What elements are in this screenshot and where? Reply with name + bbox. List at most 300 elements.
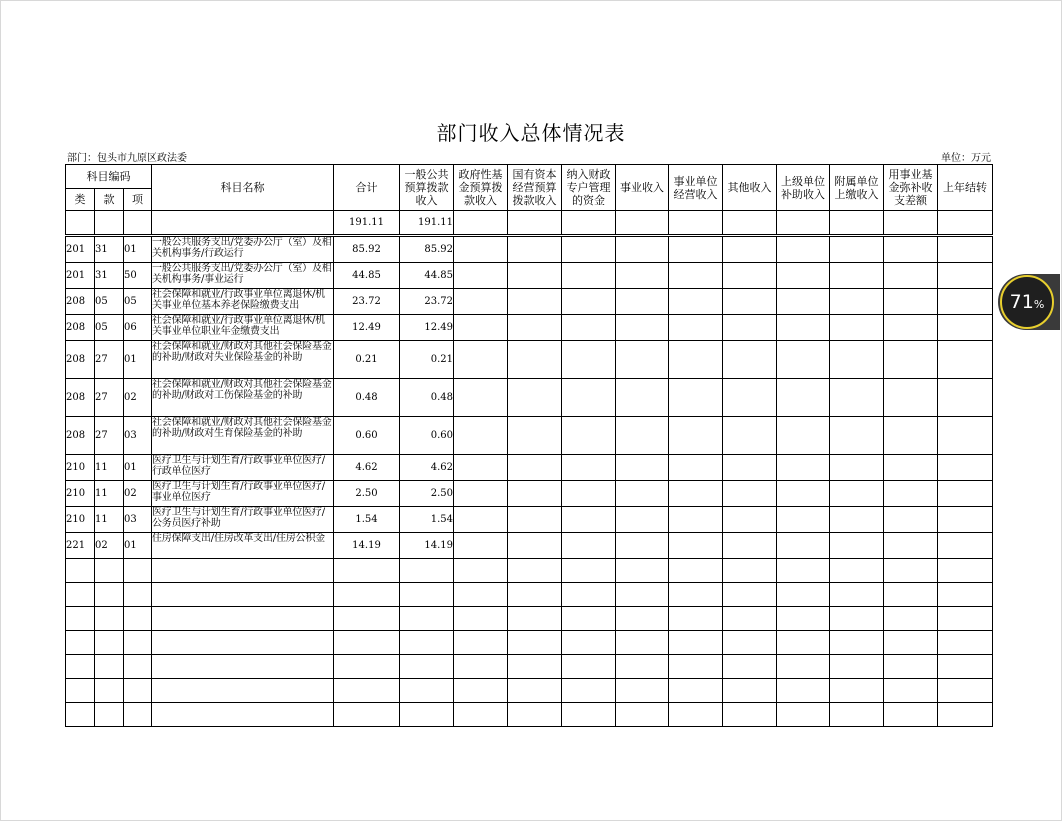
empty-cell [884,655,938,679]
empty-cell [95,559,124,583]
empty-cell [454,263,508,289]
empty-cell [124,583,152,607]
empty-cell [723,583,777,607]
empty-cell [616,655,669,679]
empty-cell [616,507,669,533]
empty-cell [669,289,723,315]
row-xiang: 02 [124,379,152,417]
empty-cell [669,583,723,607]
empty-cell [777,533,830,559]
empty-cell [830,289,884,315]
table-row [66,507,993,533]
header-last-year-carryover: 上年结转 [938,165,993,211]
empty-cell [938,655,993,679]
table-row [66,533,993,559]
row-total: 14.19 [334,533,400,559]
unit-label: 单位：万元 [941,153,991,164]
empty-cell [334,631,400,655]
empty-cell [884,679,938,703]
empty-cell [562,379,616,417]
table-row [66,315,993,341]
empty-cell [884,289,938,315]
empty-cell [723,237,777,263]
row-kuan: 05 [95,315,124,341]
empty-cell [938,481,993,507]
empty-cell [669,263,723,289]
empty-cell [508,481,562,507]
empty-cell [562,703,616,727]
empty-cell [884,455,938,481]
header-fund-balance: 用事业基金弥补收支差额 [884,165,938,211]
table-row [66,379,993,417]
row-general-budget: 0.21 [400,341,454,379]
row-subject-name: 社会保障和就业/财政对其他社会保险基金的补助/财政对失业保险基金的补助 [152,341,334,379]
total-row-general-budget: 191.11 [400,211,454,235]
empty-cell [938,379,993,417]
empty-cell [562,237,616,263]
empty-cell [777,263,830,289]
empty-cell [508,341,562,379]
row-kuan: 27 [95,417,124,455]
empty-cell [830,481,884,507]
empty-cell [938,533,993,559]
empty-cell [723,289,777,315]
table-row [66,237,993,263]
row-subject-name: 社会保障和就业/财政对其他社会保险基金的补助/财政对工伤保险基金的补助 [152,379,334,417]
empty-cell [616,315,669,341]
empty-cell [723,263,777,289]
zoom-unit: % [1033,298,1045,311]
empty-cell [124,655,152,679]
empty-cell [938,679,993,703]
table-row [66,341,993,379]
empty-cell [562,655,616,679]
empty-cell [124,703,152,727]
empty-cell [938,559,993,583]
header-kuan: 款 [95,189,124,211]
empty-cell [454,679,508,703]
page-title: 部门收入总体情况表 [436,121,626,145]
row-subject-name: 医疗卫生与计划生育/行政事业单位医疗/行政单位医疗 [152,455,334,481]
row-kuan: 11 [95,507,124,533]
empty-cell [830,533,884,559]
row-lei: 210 [66,455,95,481]
empty-cell [669,341,723,379]
empty-cell [562,417,616,455]
empty-cell [400,607,454,631]
empty-cell [669,379,723,417]
empty-cell [830,507,884,533]
row-xiang: 50 [124,263,152,289]
empty-cell [777,417,830,455]
empty-cell [454,289,508,315]
empty-cell [152,607,334,631]
empty-cell [616,455,669,481]
empty-cell [508,631,562,655]
empty-cell [66,583,95,607]
empty-cell [400,559,454,583]
empty-cell [938,583,993,607]
empty-row [66,631,993,655]
empty-cell [669,559,723,583]
empty-cell [669,655,723,679]
empty-cell [334,703,400,727]
empty-cell [562,583,616,607]
empty-cell [508,417,562,455]
empty-cell [152,583,334,607]
empty-cell [938,703,993,727]
empty-cell [562,263,616,289]
row-lei: 210 [66,481,95,507]
empty-cell [95,679,124,703]
empty-cell [723,703,777,727]
row-kuan: 11 [95,455,124,481]
header-business-income: 事业收入 [616,165,669,211]
income-table [65,164,993,727]
empty-cell [616,607,669,631]
empty-cell [723,315,777,341]
empty-cell [669,417,723,455]
empty-cell [669,481,723,507]
empty-cell [454,507,508,533]
empty-cell [777,583,830,607]
empty-cell [616,289,669,315]
header-business-unit-income: 事业单位经营收入 [669,165,723,211]
empty-cell [830,631,884,655]
empty-cell [454,631,508,655]
header-lei: 类 [66,189,95,211]
row-general-budget: 0.48 [400,379,454,417]
table-row [66,481,993,507]
row-lei: 208 [66,315,95,341]
empty-cell [777,679,830,703]
empty-row [66,607,993,631]
empty-cell [723,417,777,455]
row-general-budget: 2.50 [400,481,454,507]
empty-cell [562,341,616,379]
empty-cell [334,583,400,607]
empty-cell [777,289,830,315]
empty-cell [562,607,616,631]
empty-cell [777,237,830,263]
header-superior-subsidy: 上级单位补助收入 [777,165,830,211]
empty-cell [152,703,334,727]
empty-cell [669,631,723,655]
empty-cell [938,507,993,533]
empty-cell [777,379,830,417]
empty-cell [616,379,669,417]
empty-cell [400,583,454,607]
empty-cell [66,679,95,703]
row-total: 44.85 [334,263,400,289]
table-row [66,455,993,481]
row-subject-name: 医疗卫生与计划生育/行政事业单位医疗/公务员医疗补助 [152,507,334,533]
empty-cell [884,533,938,559]
empty-cell [938,289,993,315]
row-xiang: 03 [124,417,152,455]
row-general-budget: 23.72 [400,289,454,315]
empty-cell [454,559,508,583]
empty-cell [508,679,562,703]
row-subject-name: 社会保障和就业/行政事业单位离退休/机关事业单位基本养老保险缴费支出 [152,289,334,315]
empty-cell [830,679,884,703]
empty-cell [66,559,95,583]
empty-cell [454,703,508,727]
zoom-indicator[interactable] [998,274,1060,330]
empty-cell [152,679,334,703]
empty-cell [884,559,938,583]
row-lei: 208 [66,341,95,379]
empty-cell [777,481,830,507]
empty-cell [723,341,777,379]
empty-cell [66,703,95,727]
empty-cell [454,341,508,379]
empty-cell [723,631,777,655]
header-subject-code: 科目编码 [66,165,152,189]
empty-cell [723,481,777,507]
empty-cell [562,481,616,507]
row-total: 0.60 [334,417,400,455]
row-lei: 201 [66,263,95,289]
empty-cell [777,315,830,341]
empty-cell [830,263,884,289]
row-total: 85.92 [334,237,400,263]
empty-cell [830,559,884,583]
empty-cell [830,237,884,263]
empty-cell [124,607,152,631]
row-total: 0.48 [334,379,400,417]
empty-cell [508,607,562,631]
empty-cell [400,655,454,679]
empty-cell [884,631,938,655]
row-total: 1.54 [334,507,400,533]
empty-cell [669,679,723,703]
empty-cell [152,655,334,679]
row-general-budget: 4.62 [400,455,454,481]
empty-cell [669,533,723,559]
empty-cell [562,533,616,559]
empty-cell [777,607,830,631]
empty-cell [938,607,993,631]
empty-cell [95,583,124,607]
empty-cell [669,455,723,481]
row-general-budget: 85.92 [400,237,454,263]
empty-cell [454,237,508,263]
empty-cell [938,455,993,481]
row-lei: 201 [66,237,95,263]
empty-cell [562,315,616,341]
empty-cell [777,507,830,533]
empty-cell [830,455,884,481]
empty-cell [669,237,723,263]
empty-cell [334,655,400,679]
empty-cell [508,455,562,481]
row-total: 12.49 [334,315,400,341]
row-kuan: 27 [95,379,124,417]
empty-cell [669,607,723,631]
header-general-budget: 一般公共预算拨款收入 [400,165,454,211]
empty-cell [454,533,508,559]
total-row [66,211,993,235]
row-subject-name: 医疗卫生与计划生育/行政事业单位医疗/事业单位医疗 [152,481,334,507]
empty-cell [723,655,777,679]
empty-cell [884,583,938,607]
empty-cell [562,289,616,315]
row-general-budget: 0.60 [400,417,454,455]
empty-cell [400,703,454,727]
row-general-budget: 44.85 [400,263,454,289]
empty-cell [400,679,454,703]
empty-cell [830,607,884,631]
empty-cell [454,379,508,417]
empty-cell [66,631,95,655]
table-row [66,289,993,315]
row-xiang: 03 [124,507,152,533]
empty-cell [938,341,993,379]
empty-cell [723,533,777,559]
row-subject-name: 一般公共服务支出/党委办公厅（室）及相关机构事务/事业运行 [152,263,334,289]
row-general-budget: 1.54 [400,507,454,533]
row-subject-name: 住房保障支出/住房改革支出/住房公积金 [152,533,334,559]
row-general-budget: 12.49 [400,315,454,341]
empty-cell [723,559,777,583]
empty-cell [508,315,562,341]
header-affiliated-income: 附属单位上缴收入 [830,165,884,211]
row-general-budget: 14.19 [400,533,454,559]
header-xiang: 项 [124,189,152,211]
empty-cell [830,315,884,341]
empty-row [66,679,993,703]
empty-cell [938,417,993,455]
empty-row [66,583,993,607]
empty-cell [454,315,508,341]
empty-cell [884,341,938,379]
empty-cell [669,703,723,727]
row-lei: 210 [66,507,95,533]
row-kuan: 31 [95,263,124,289]
empty-cell [508,559,562,583]
empty-cell [616,237,669,263]
row-total: 2.50 [334,481,400,507]
empty-cell [562,631,616,655]
empty-cell [454,607,508,631]
empty-cell [334,559,400,583]
empty-cell [830,417,884,455]
empty-row [66,559,993,583]
empty-cell [508,289,562,315]
empty-cell [830,341,884,379]
empty-cell [66,607,95,631]
empty-cell [884,315,938,341]
empty-cell [508,263,562,289]
table-row [66,417,993,455]
row-kuan: 27 [95,341,124,379]
empty-cell [95,703,124,727]
empty-cell [616,263,669,289]
row-lei: 208 [66,417,95,455]
row-subject-name: 社会保障和就业/行政事业单位离退休/机关事业单位职业年金缴费支出 [152,315,334,341]
empty-cell [616,417,669,455]
empty-cell [884,507,938,533]
row-total: 23.72 [334,289,400,315]
empty-cell [124,679,152,703]
empty-cell [334,679,400,703]
empty-cell [400,631,454,655]
empty-cell [884,263,938,289]
empty-cell [830,703,884,727]
department-label: 部门：包头市九原区政法委 [67,153,187,164]
empty-cell [616,631,669,655]
empty-cell [454,455,508,481]
empty-cell [616,583,669,607]
zoom-value: 71 [1009,291,1034,313]
total-row-total: 191.11 [334,211,400,235]
empty-cell [508,583,562,607]
empty-cell [616,481,669,507]
empty-cell [938,315,993,341]
empty-cell [454,583,508,607]
empty-cell [454,655,508,679]
row-xiang: 01 [124,237,152,263]
empty-cell [95,607,124,631]
row-kuan: 05 [95,289,124,315]
row-lei: 208 [66,289,95,315]
empty-cell [66,655,95,679]
row-xiang: 05 [124,289,152,315]
empty-cell [562,679,616,703]
empty-cell [669,315,723,341]
empty-cell [508,237,562,263]
empty-cell [508,533,562,559]
row-lei: 208 [66,379,95,417]
row-total: 4.62 [334,455,400,481]
zoom-ring [1000,275,1054,329]
empty-cell [723,379,777,417]
empty-cell [777,559,830,583]
empty-cell [938,631,993,655]
row-total: 0.21 [334,341,400,379]
row-xiang: 02 [124,481,152,507]
empty-cell [95,631,124,655]
empty-cell [830,583,884,607]
empty-cell [884,379,938,417]
empty-cell [884,703,938,727]
row-subject-name: 社会保障和就业/财政对其他社会保险基金的补助/财政对生育保险基金的补助 [152,417,334,455]
header-subject-name: 科目名称 [152,165,334,211]
empty-cell [723,455,777,481]
empty-cell [508,379,562,417]
row-subject-name: 一般公共服务支出/党委办公厅（室）及相关机构事务/行政运行 [152,237,334,263]
empty-cell [830,379,884,417]
header-special-fund: 纳入财政专户管理的资金 [562,165,616,211]
empty-cell [616,341,669,379]
empty-cell [562,559,616,583]
row-lei: 221 [66,533,95,559]
header-other-income: 其他收入 [723,165,777,211]
empty-cell [884,237,938,263]
empty-cell [152,631,334,655]
empty-cell [508,703,562,727]
empty-cell [454,481,508,507]
empty-cell [616,533,669,559]
empty-cell [884,481,938,507]
empty-cell [152,559,334,583]
empty-cell [938,263,993,289]
empty-row [66,655,993,679]
empty-cell [616,559,669,583]
empty-cell [562,507,616,533]
row-kuan: 31 [95,237,124,263]
